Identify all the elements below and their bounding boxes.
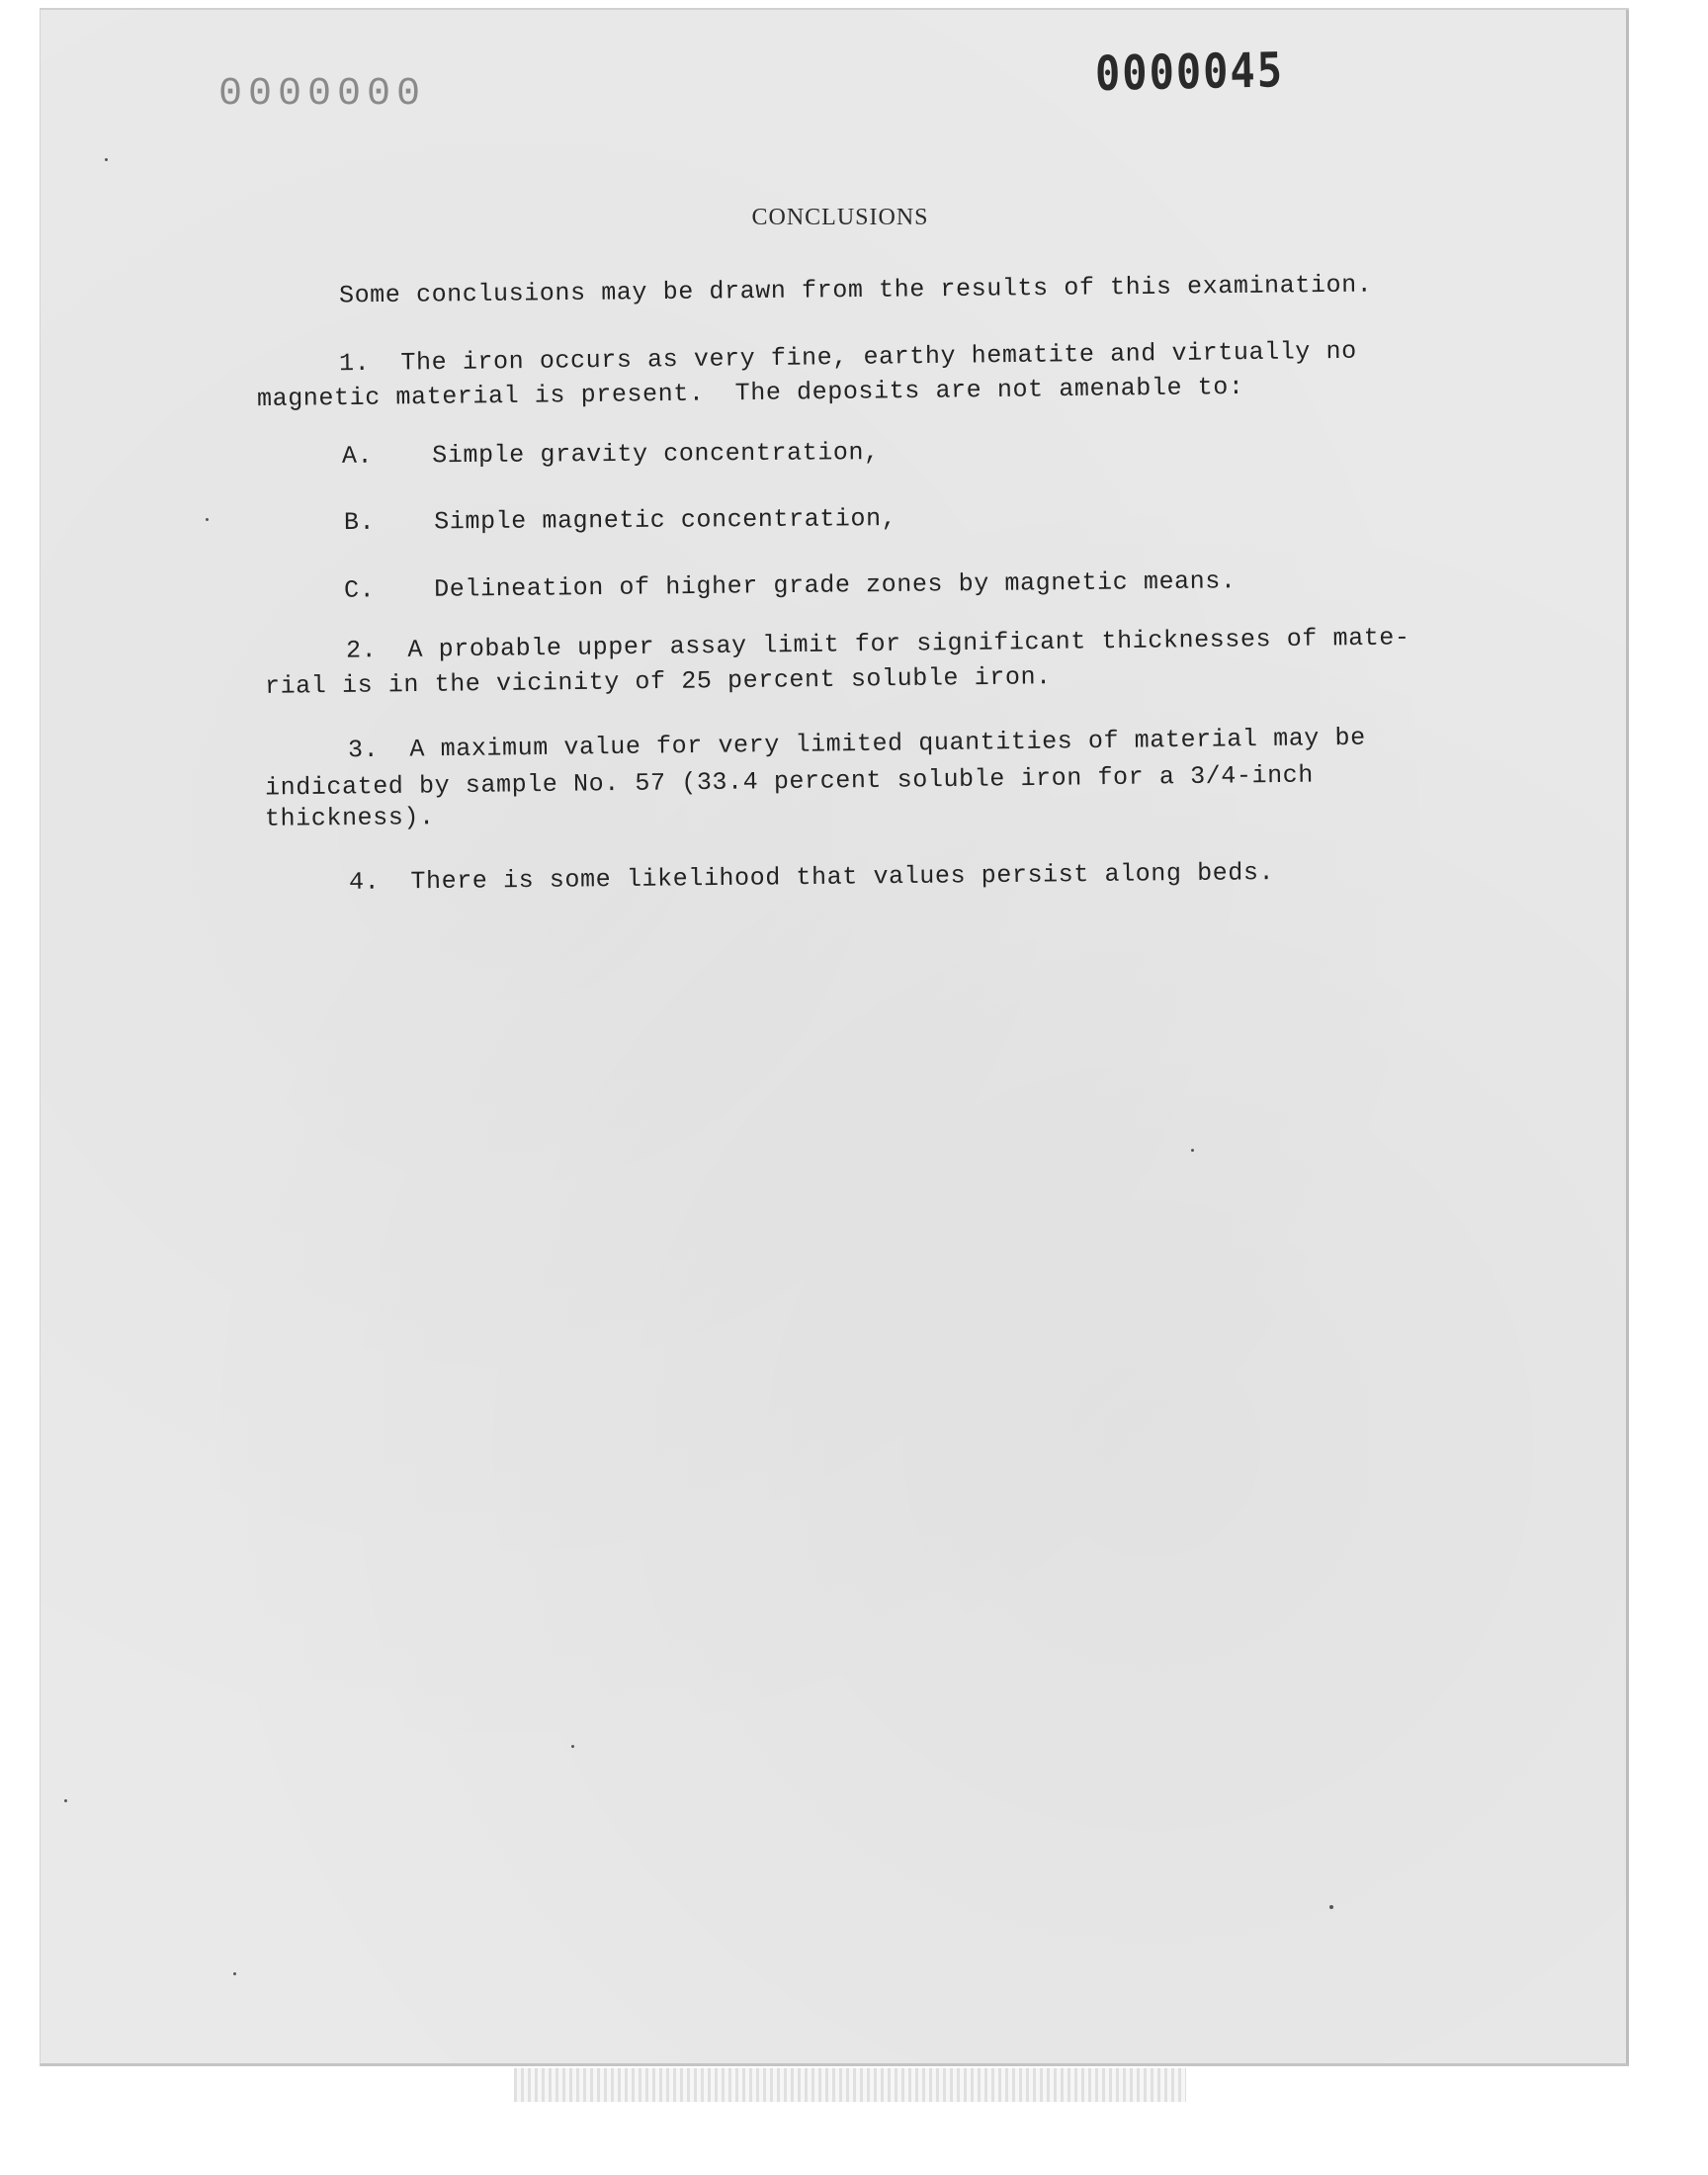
section-title: CONCLUSIONS [751, 205, 929, 230]
scan-speck [571, 1745, 574, 1748]
item-2-line2: rial is in the vicinity of 25 percent soluble iron. [264, 662, 1052, 701]
item-2-number: 2. [345, 636, 378, 665]
item-3-line3: thickness). [264, 803, 435, 833]
item-1-number: 1. [338, 348, 371, 379]
subitem-c-label: C. [343, 575, 376, 605]
item-4-line1: There is some likelihood that values persist along beds. [410, 858, 1275, 897]
scan-speck [105, 158, 108, 161]
binding-strip [514, 2068, 1186, 2102]
scanned-page [40, 10, 1629, 2066]
item-3-line2: indicated by sample No. 57 (33.4 percent soluble iron for a 3/4-inch [264, 760, 1315, 803]
item-2-line1: A probable upper assay limit for significant thicknesses of mate- [407, 623, 1410, 664]
item-4-number: 4. [348, 867, 381, 897]
subitem-b-label: B. [343, 507, 376, 537]
scan-speck [233, 1972, 236, 1975]
scan-speck [206, 518, 209, 521]
subitem-b [344, 501, 897, 541]
subitem-c-text: Delineation of higher grade zones by magnetic means. [434, 566, 1237, 604]
scan-speck [1329, 1905, 1333, 1909]
subitem-a [342, 435, 880, 475]
subitem-a-label: A. [341, 441, 374, 471]
scan-speck [64, 1799, 67, 1802]
scan-speck [1191, 1149, 1194, 1152]
subitem-b-text: Simple magnetic concentration, [434, 504, 897, 537]
item-3-line1: A maximum value for very limited quantities of material may be [409, 723, 1366, 764]
subitem-a-text: Simple gravity concentration, [432, 438, 880, 471]
item-3-number: 3. [347, 735, 380, 765]
item-1-line1: The iron occurs as very fine, earthy hematite and virtually no [400, 336, 1357, 378]
item-1-line2: magnetic material is present. The deposits are not amenable to: [256, 372, 1244, 414]
intro-paragraph: Some conclusions may be drawn from the results of this examination. [338, 270, 1373, 310]
page-stamp-left: 0000000 [213, 65, 421, 110]
page-number-stamp: 0000045 [1094, 42, 1285, 102]
